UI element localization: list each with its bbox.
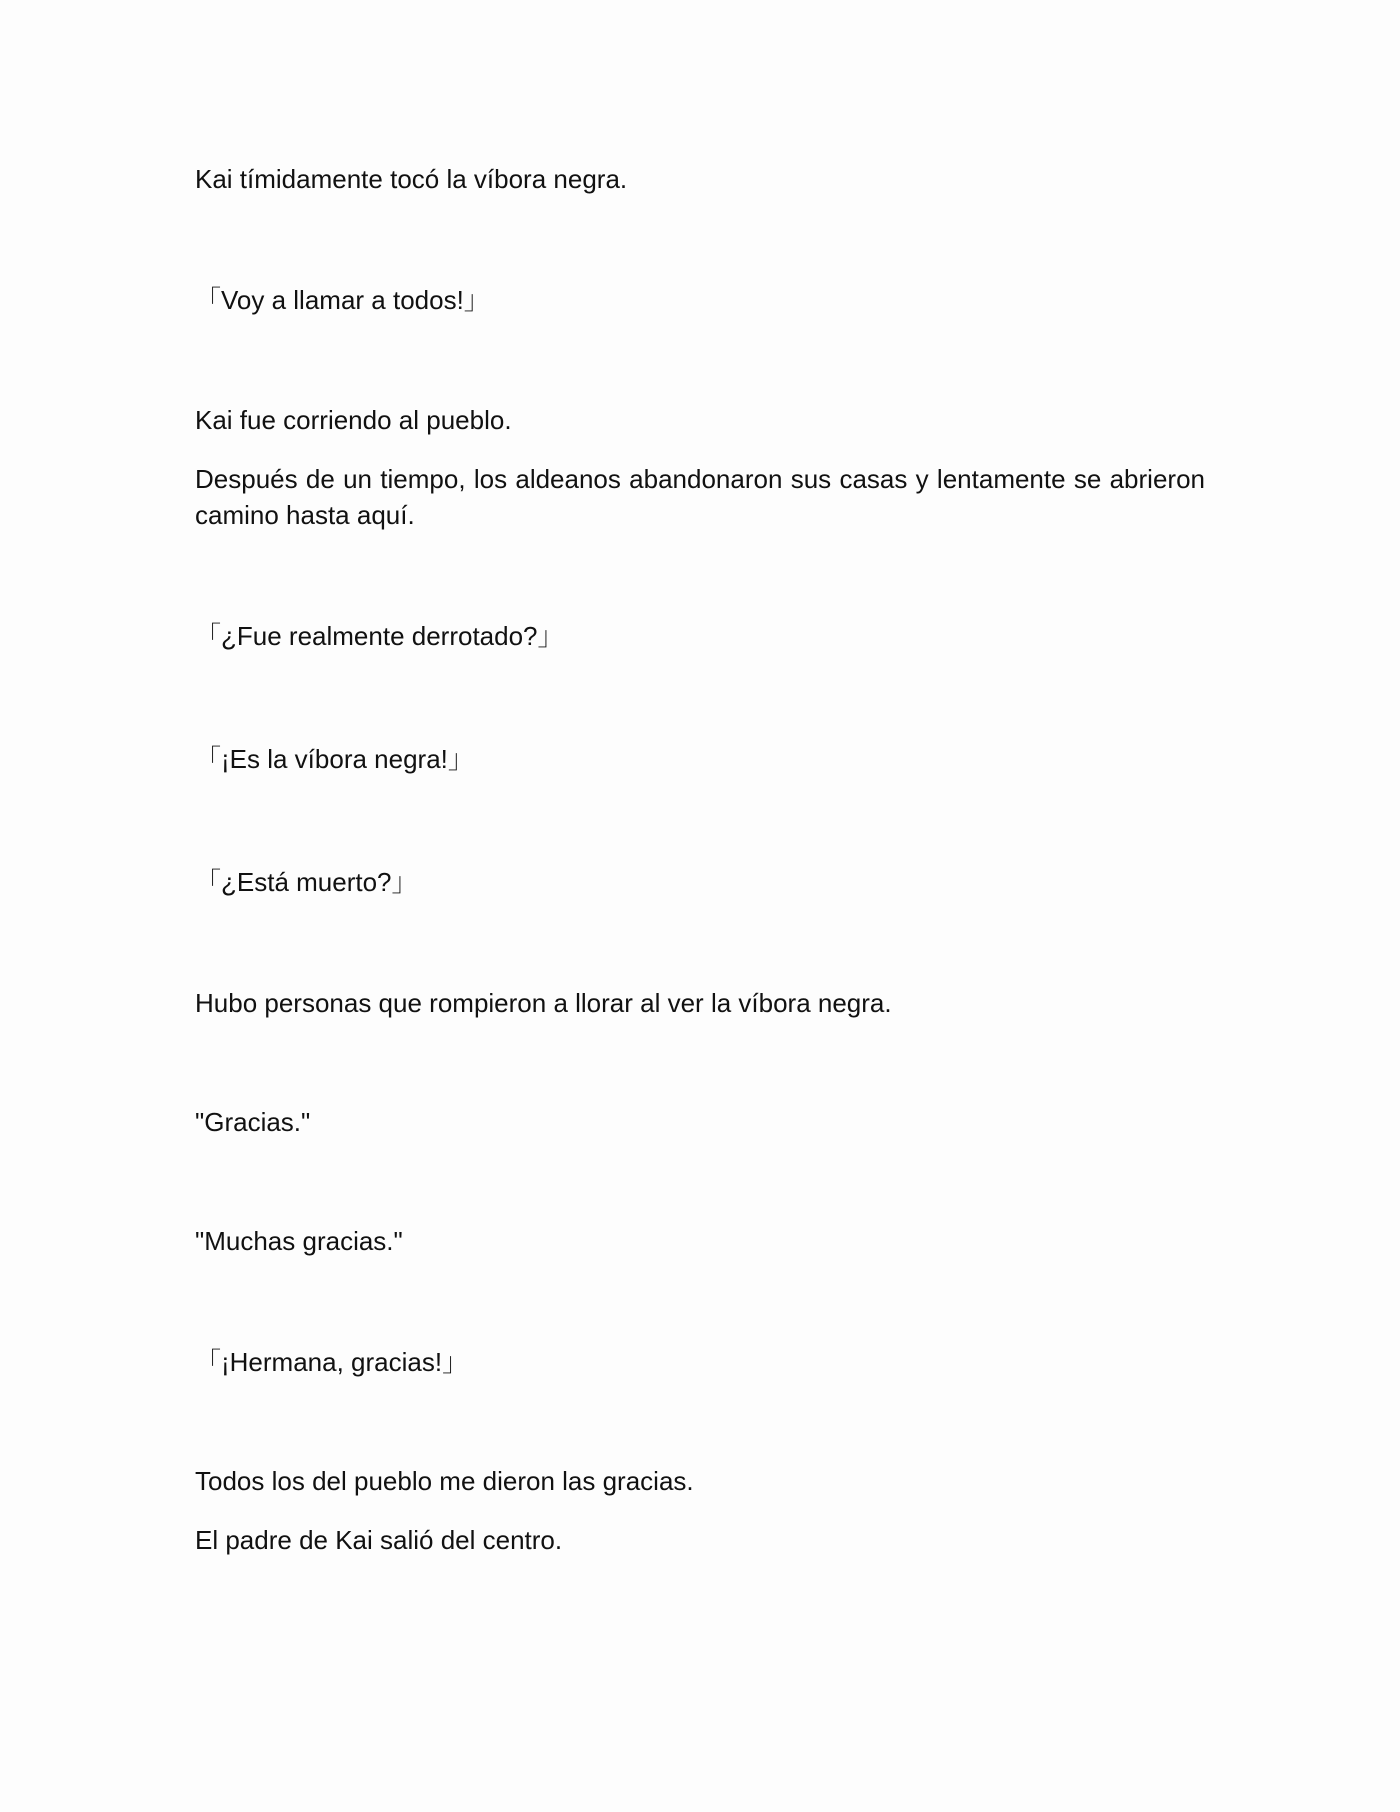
dialogue-line: 「¡Hermana, gracias!」	[195, 1347, 469, 1377]
dialogue-line: 「¿Fue realmente derrotado?」	[195, 621, 564, 651]
narration-paragraph: Hubo personas que rompieron a llorar al ver la víbora negra.	[195, 988, 892, 1018]
dialogue-line: "Muchas gracias."	[195, 1226, 403, 1256]
dialogue-line: "Gracias."	[195, 1107, 311, 1137]
narration-paragraph: El padre de Kai salió del centro.	[195, 1525, 563, 1555]
dialogue-line: 「¡Es la víbora negra!」	[195, 744, 474, 774]
narration-paragraph: Todos los del pueblo me dieron las gracias.	[195, 1466, 694, 1496]
dialogue-line: 「Voy a llamar a todos!」	[195, 285, 490, 315]
narration-paragraph: Después de un tiempo, los aldeanos abandonaron sus casas y lentamente se abrieron camino hasta aquí.	[195, 464, 1205, 530]
narration-paragraph: Kai fue corriendo al pueblo.	[195, 405, 512, 435]
dialogue-line: 「¿Está muerto?」	[195, 867, 418, 897]
narration-paragraph: Kai tímidamente tocó la víbora negra.	[195, 164, 628, 194]
